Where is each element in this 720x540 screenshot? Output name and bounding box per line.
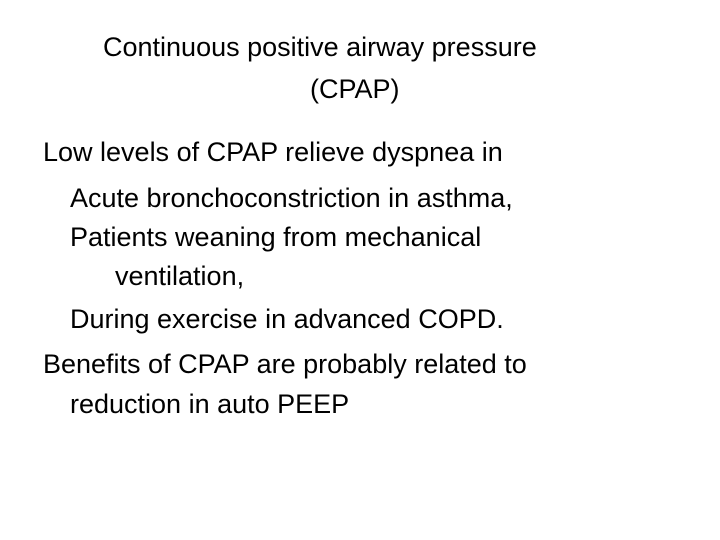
body-line: Patients weaning from mechanical (70, 222, 482, 252)
slide-title-line-1: Continuous positive airway pressure (103, 32, 537, 62)
body-line: reduction in auto PEEP (70, 389, 350, 419)
body-line: During exercise in advanced COPD. (70, 304, 504, 334)
slide-title-line-2: (CPAP) (310, 74, 400, 104)
body-line: Low levels of CPAP relieve dyspnea in (43, 137, 503, 167)
body-line: Benefits of CPAP are probably related to (43, 349, 527, 379)
body-line: Acute bronchoconstriction in asthma, (70, 183, 513, 213)
body-line: ventilation, (115, 261, 245, 291)
